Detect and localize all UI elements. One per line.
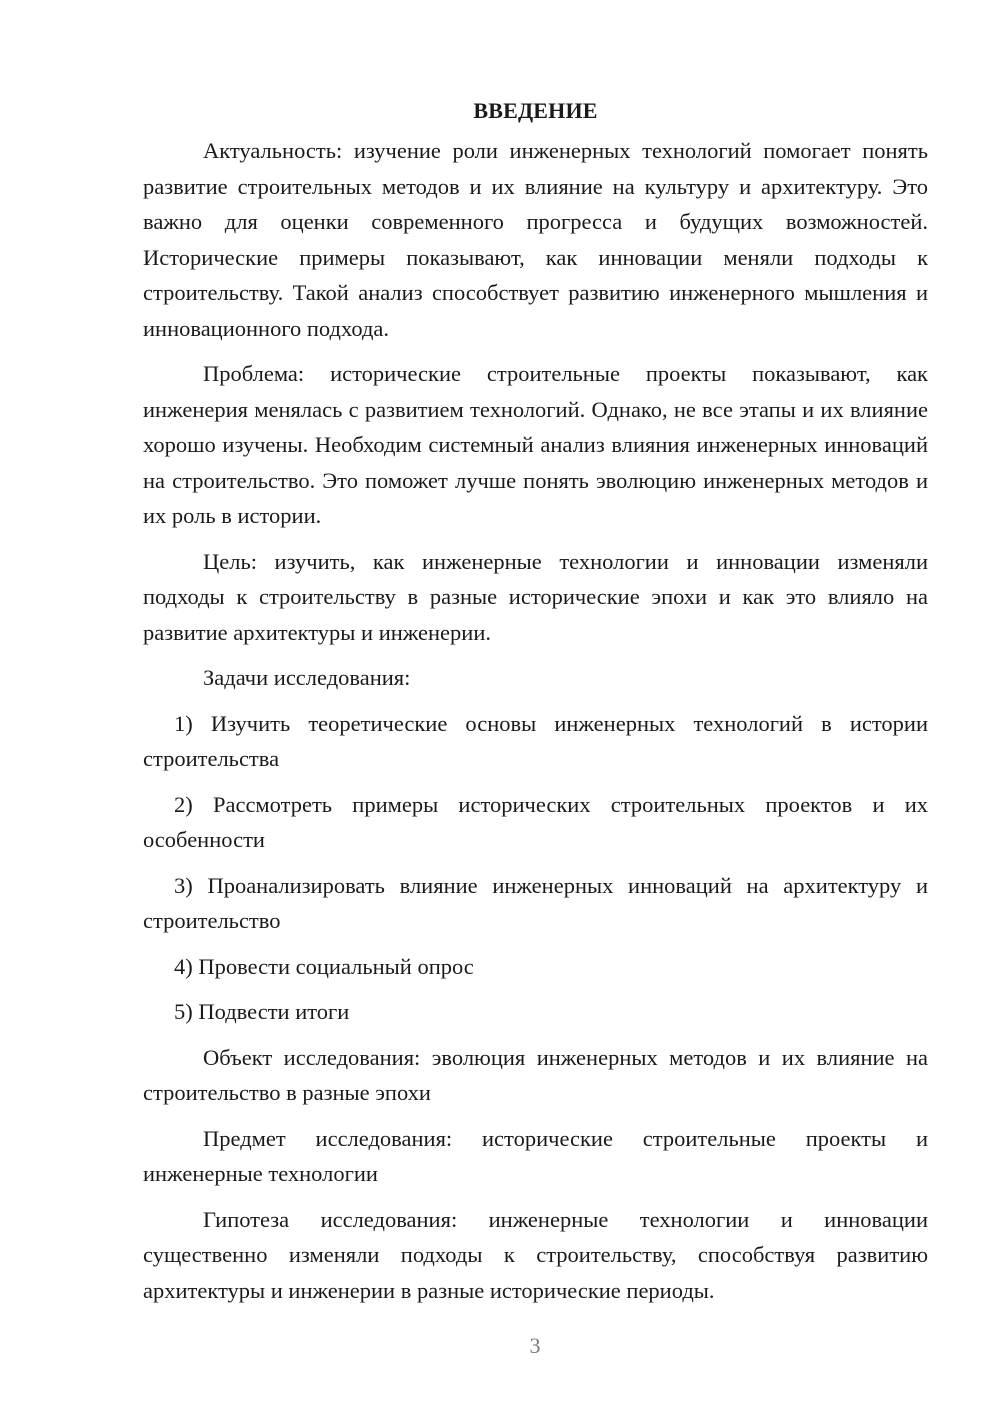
tasks-list [143, 706, 928, 1030]
list-item: 2) Рассмотреть примеры исторических строительных проектов и их особенности [143, 791, 928, 852]
relevance-paragraph: Актуальность: изучение роли инженерных технологий помогает понять развитие строительных методов и их влияние на культуру и архитектуру. Это важно для оценки современного прогресса и будущих возможностей. Исторические примеры показывают, как инновации меняли подходы к строительству. Такой анализ способствует развитию инженерного мышления и инновационного подхода. [143, 138, 928, 341]
goal-paragraph: Цель: изучить, как инженерные технологии и инновации изменяли подходы к строительству в разные исторические эпохи и как это влияло на развитие архитектуры и инженерии. [143, 548, 928, 645]
object-paragraph: Объект исследования: эволюция инженерных методов и их влияние на строительство в разные эпохи [143, 1044, 928, 1105]
section-heading: ВВЕДЕНИЕ [473, 98, 598, 123]
list-item: 1) Изучить теоретические основы инженерных технологий в истории строительства [143, 710, 928, 771]
list-item: 4) Провести социальный опрос [174, 953, 474, 979]
document-body [143, 93, 928, 1318]
tasks-title: Задачи исследования: [203, 665, 411, 690]
page-number: 3 [529, 1333, 541, 1358]
problem-paragraph: Проблема: исторические строительные проекты показывают, как инженерия менялась с развитием технологий. Однако, не все этапы и их влияние хорошо изучены. Необходим системный анализ влияния инженерных инноваций на строительство. Это поможет лучше понять эволюцию инженерных методов и их роль в истории. [143, 361, 928, 528]
hypothesis-paragraph: Гипотеза исследования: инженерные технологии и инновации существенно изменяли подходы к строительству, способствуя развитию архитектуры и инженерии в разные исторические периоды. [143, 1206, 928, 1303]
subject-paragraph: Предмет исследования: исторические строительные проекты и инженерные технологии [143, 1125, 928, 1186]
list-item: 3) Проанализировать влияние инженерных инноваций на архитектуру и строительство [143, 872, 928, 933]
list-item: 5) Подвести итоги [174, 999, 350, 1024]
